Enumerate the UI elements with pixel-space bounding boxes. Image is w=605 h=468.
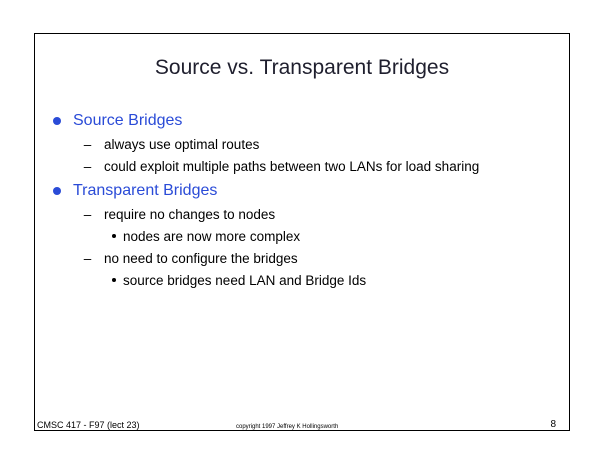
bullet-small-icon [112, 234, 116, 238]
section-heading: Transparent Bridges [73, 182, 218, 199]
slide-content [35, 34, 569, 430]
bullet-dot-icon [53, 117, 61, 125]
footer-copyright: copyright 1997 Jeffrey K Hollingsworth [236, 424, 339, 430]
list-item-text: could exploit multiple paths between two LANs for load sharing [104, 158, 480, 174]
page-number: 8 [550, 419, 556, 430]
sub-list-item [112, 271, 366, 289]
sub-list-item [112, 227, 300, 245]
sub-list-item-text: nodes are now more complex [123, 228, 301, 244]
bullet-section-transparent-bridges [53, 181, 217, 201]
list-item [82, 205, 275, 223]
slide-frame [34, 33, 570, 431]
list-item [82, 249, 298, 267]
dash-icon: – [83, 206, 92, 222]
dash-icon: – [83, 250, 92, 266]
list-item-text: always use optimal routes [104, 136, 260, 152]
sub-list-item-text: source bridges need LAN and Bridge Ids [123, 272, 367, 288]
list-item-text: no need to configure the bridges [104, 250, 298, 266]
list-item-text: require no changes to nodes [104, 206, 276, 222]
footer-course: CMSC 417 - F97 (lect 23) [37, 420, 140, 430]
bullet-small-icon [112, 278, 116, 282]
dash-icon: – [83, 136, 92, 152]
bullet-section-source-bridges [53, 111, 182, 131]
dash-icon: – [83, 158, 92, 174]
section-heading: Source Bridges [73, 112, 183, 129]
bullet-dot-icon [53, 187, 61, 195]
list-item [82, 157, 479, 175]
slide-title: Source vs. Transparent Bridges [154, 56, 450, 79]
list-item [82, 135, 259, 153]
